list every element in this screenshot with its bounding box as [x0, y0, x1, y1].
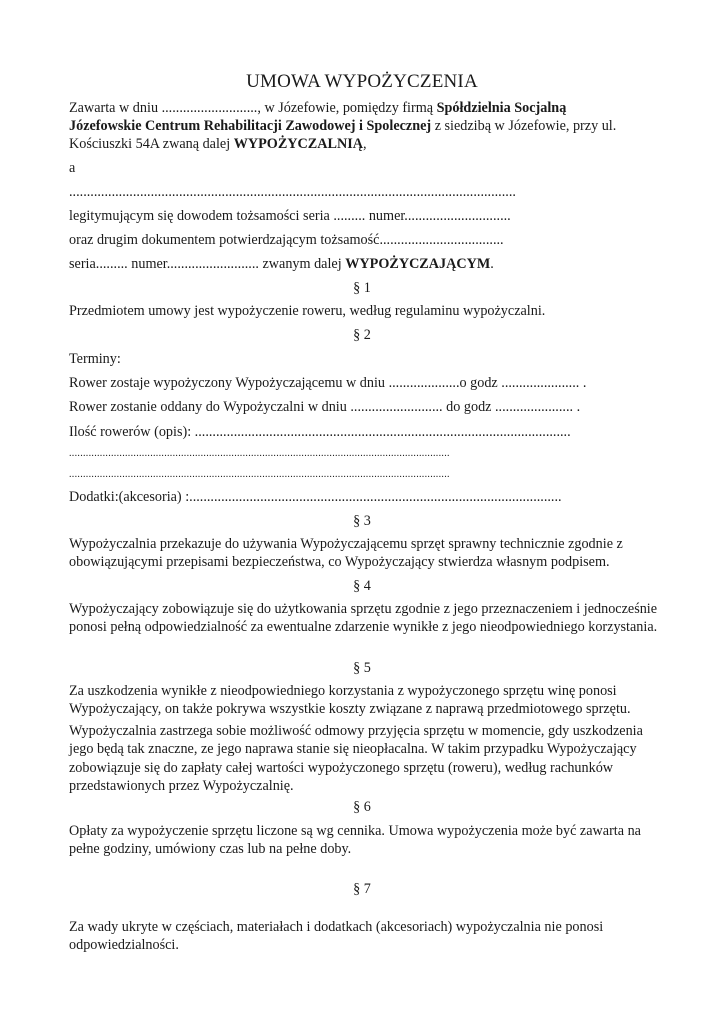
- section-1-heading: § 1: [353, 280, 371, 296]
- company-name-part2: Józefowskie Centrum Rehabilitacji Zawodowej i Spolecznej: [69, 118, 432, 134]
- section-4-heading: § 4: [353, 578, 371, 594]
- section-5-text-2: Wypożyczalnia zastrzega sobie możliwość odmowy przyjęcia sprzętu w momencie, gdy uszkodzenia jego będą tak znaczne, ze jego naprawa stanie się nieopłacalna. W takim przypadku Wypożyczający zobowiązuje się do zapłaty całej wartości wypożyczonego sprzętu (roweru), według rachunków przedstawionych przez Wypożyczalnię.: [69, 723, 643, 794]
- conjunction-a: a: [69, 160, 76, 176]
- series-number-line: [69, 255, 494, 273]
- id-document-line: legitymującym się dowodem tożsamości seria ......... numer..............................: [69, 208, 511, 224]
- section-4-text: Wypożyczający zobowiązuje się do użytkowania sprzętu zgodnie z jego przeznaczeniem i jednocześnie ponosi pełną odpowiedzialność za ewentualne zdarzenie wynikłe z jego nieodpowiedniego korzystania.: [69, 601, 658, 636]
- section-5-heading: § 5: [353, 660, 371, 676]
- section-3-heading: § 3: [353, 513, 371, 529]
- lender-term: WYPOŻYCZALNIĄ: [233, 136, 363, 152]
- intro-line-1: [69, 99, 566, 117]
- rental-start-line: Rower zostaje wypożyczony Wypożyczającemu w dniu ....................o godz ...................... .: [69, 375, 587, 391]
- section-6-text: Opłaty za wypożyczenie sprzętu liczone są wg cennika. Umowa wypożyczenia może być zawarta na pełne godziny, umówiony czas lub na pełne doby.: [69, 823, 641, 858]
- second-document-line: oraz drugim dokumentem potwierdzającym tożsamość...................................: [69, 232, 504, 248]
- intro-text: Zawarta w dniu ..........................., w Józefowie, pomiędzy firmą: [69, 100, 437, 116]
- borrower-name-field: ..............................................................................................................................: [69, 184, 516, 200]
- intro-text: z siedzibą w Józefowie, przy ul.: [431, 118, 617, 134]
- section-1-text: Przedmiotem umowy jest wypożyczenie roweru, według regulaminu wypożyczalni.: [69, 303, 546, 319]
- intro-line-2: [69, 117, 616, 135]
- section-7-text: Za wady ukryte w częściach, materiałach i dodatkach (akcesoriach) wypożyczalnia nie ponosi odpowiedzialności.: [69, 919, 604, 954]
- series-text: seria......... numer.......................... zwanym dalej: [69, 256, 346, 272]
- document-title: UMOWA WYPOŻYCZENIA: [246, 71, 478, 92]
- bike-description-dots-2: ........................................................................................................................................: [69, 469, 450, 480]
- intro-text: Kościuszki 54A zwaną dalej: [69, 136, 234, 152]
- bike-description-dots-1: ........................................................................................................................................: [69, 448, 450, 459]
- rental-return-line: Rower zostanie oddany do Wypożyczalni w dniu .......................... do godz ...................... .: [69, 399, 581, 415]
- section-6-heading: § 6: [353, 799, 371, 815]
- section-5-text-1: Za uszkodzenia wynikłe z nieodpowiedniego korzystania z wypożyczonego sprzętu winę ponosi Wypożyczający, on także pokrywa wszystkie koszty związane z naprawą przedmiotowego sprzętu.: [69, 683, 631, 718]
- intro-line-3: [69, 135, 367, 153]
- section-3-text: Wypożyczalnia przekazuje do używania Wypożyczającemu sprzęt sprawny technicznie zgodnie z obowiązującymi przepisami bezpieczeństwa, co Wypożyczający stwierdza własnym podpisem.: [69, 536, 623, 571]
- company-name-part1: Spółdzielnia Socjalną: [436, 100, 567, 116]
- bike-count-line: Ilość rowerów (opis): ..........................................................................................................: [69, 424, 571, 440]
- period: .: [490, 256, 494, 272]
- comma: ,: [362, 136, 367, 152]
- borrower-term: WYPOŻYCZAJĄCYM: [345, 256, 491, 272]
- section-7-heading: § 7: [353, 881, 371, 897]
- accessories-line: Dodatki:(akcesoria) :.........................................................................................................: [69, 489, 562, 505]
- section-2-heading: § 2: [353, 327, 371, 343]
- terms-label: Terminy:: [69, 351, 121, 367]
